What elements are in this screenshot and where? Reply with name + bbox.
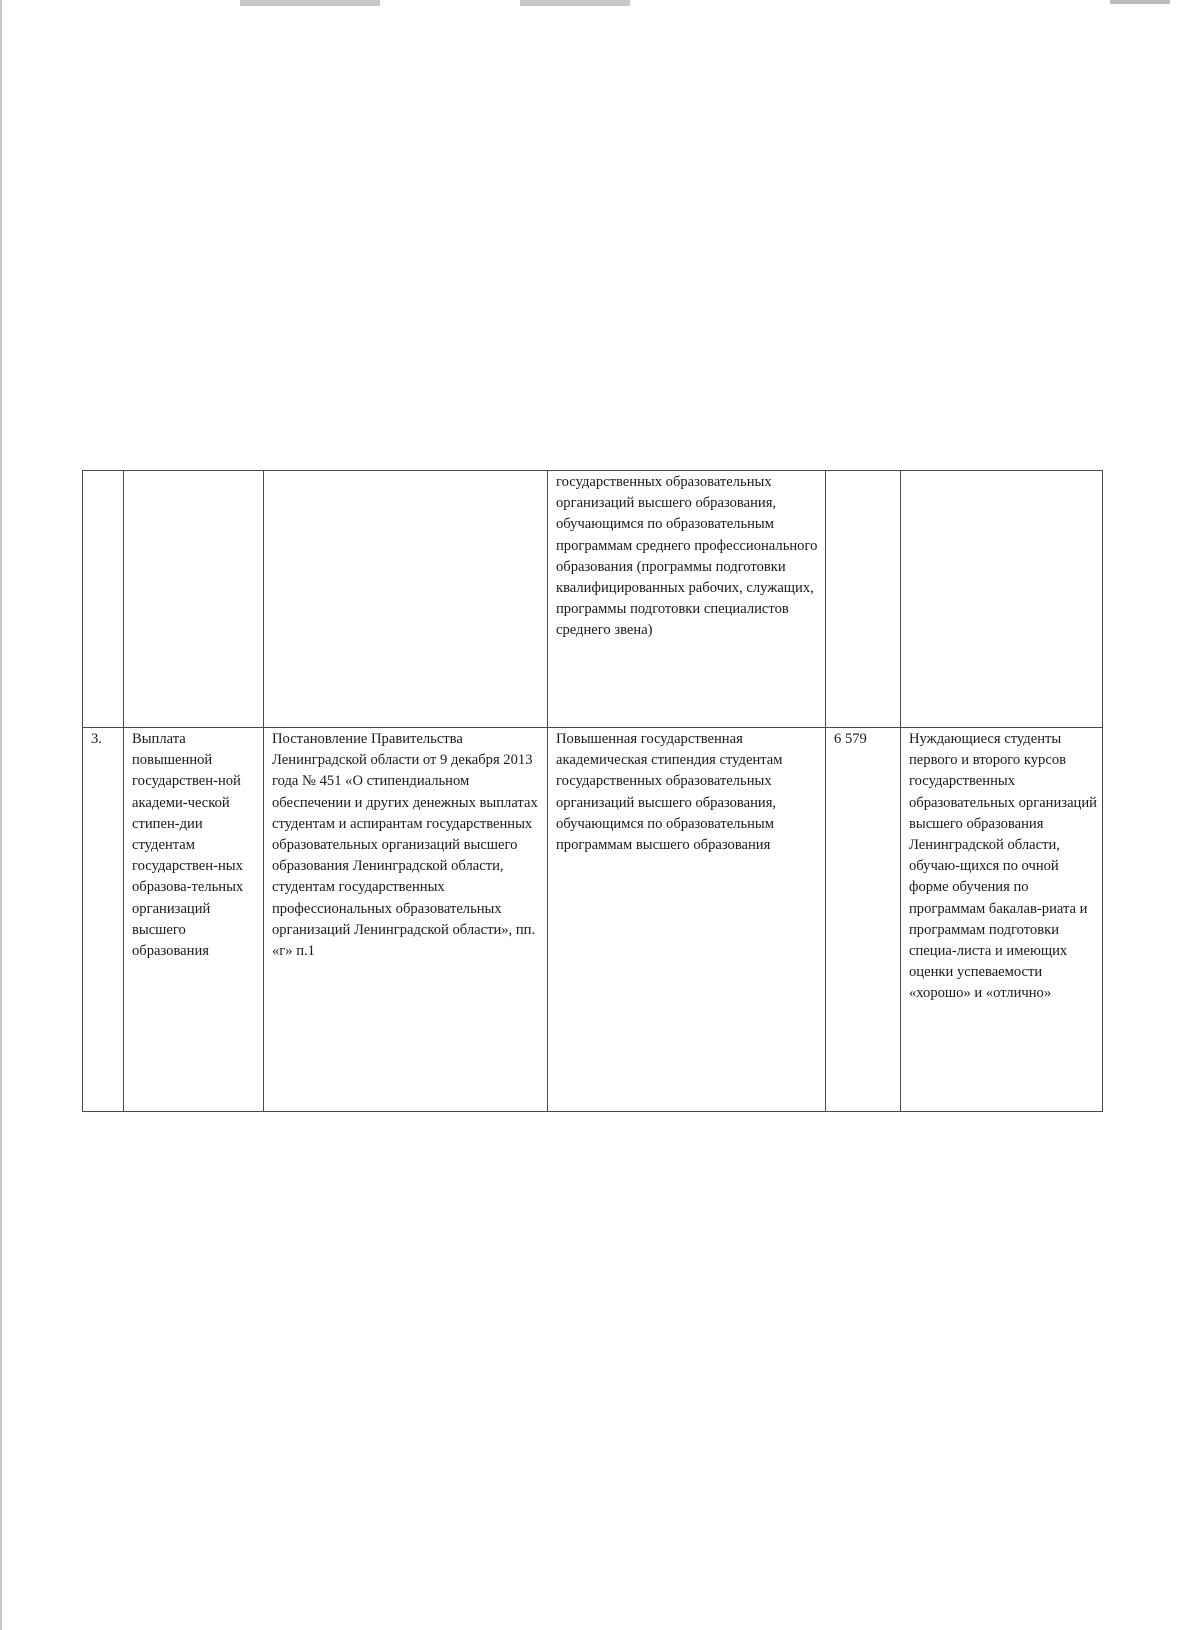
legal-basis-cell [264,471,548,728]
table-row-3 [83,728,1103,1112]
legal-basis-cell: Постановление Правительства Ленинградской области от 9 декабря 2013 года № 451 «О стипендиальном обеспечении и других денежных выплатах студентам и аспирантам государственных образовательных организаций высшего образования Ленинградской области, студентам государственных профессиональных образовательных организаций Ленинградской области», пп. «г» п.1 [264,728,548,1112]
recipients-cell [901,471,1103,728]
description-cell: Повышенная государственная академическая стипендия студентам государственных образовательных организаций высшего образования, обучающимся по образовательным программам высшего образования [548,728,826,1112]
row-number-cell: 3. [83,728,124,1112]
table-row-continued [83,471,1103,728]
scan-top-artifact [240,0,380,6]
description-cell: государственных образовательных организаций высшего образования, обучающимся по образовательным программам среднего профессионального образования (программы подготовки квалифицированных рабочих, служащих, программы подготовки специалистов среднего звена) [548,471,826,728]
payment-name-cell [124,471,264,728]
scan-left-edge [0,0,2,1630]
row-number-cell [83,471,124,728]
payments-table [82,470,1103,1112]
amount-cell: 6 579 [826,728,901,1112]
scan-top-artifact [520,0,630,6]
scan-corner-mark [1110,0,1170,4]
recipients-cell: Нуждающиеся студенты первого и второго курсов государственных образовательных организаций высшего образования Ленинградской области, обучаю-щихся по очной форме обучения по программам бакалав-риата и программам подготовки специа-листа и имеющих оценки успеваемости «хорошо» и «отлично» [901,728,1103,1112]
payment-name-cell: Выплата повышенной государствен-ной академи-ческой стипен-дии студентам государствен-ных образова-тельных организаций высшего образования [124,728,264,1112]
amount-cell [826,471,901,728]
